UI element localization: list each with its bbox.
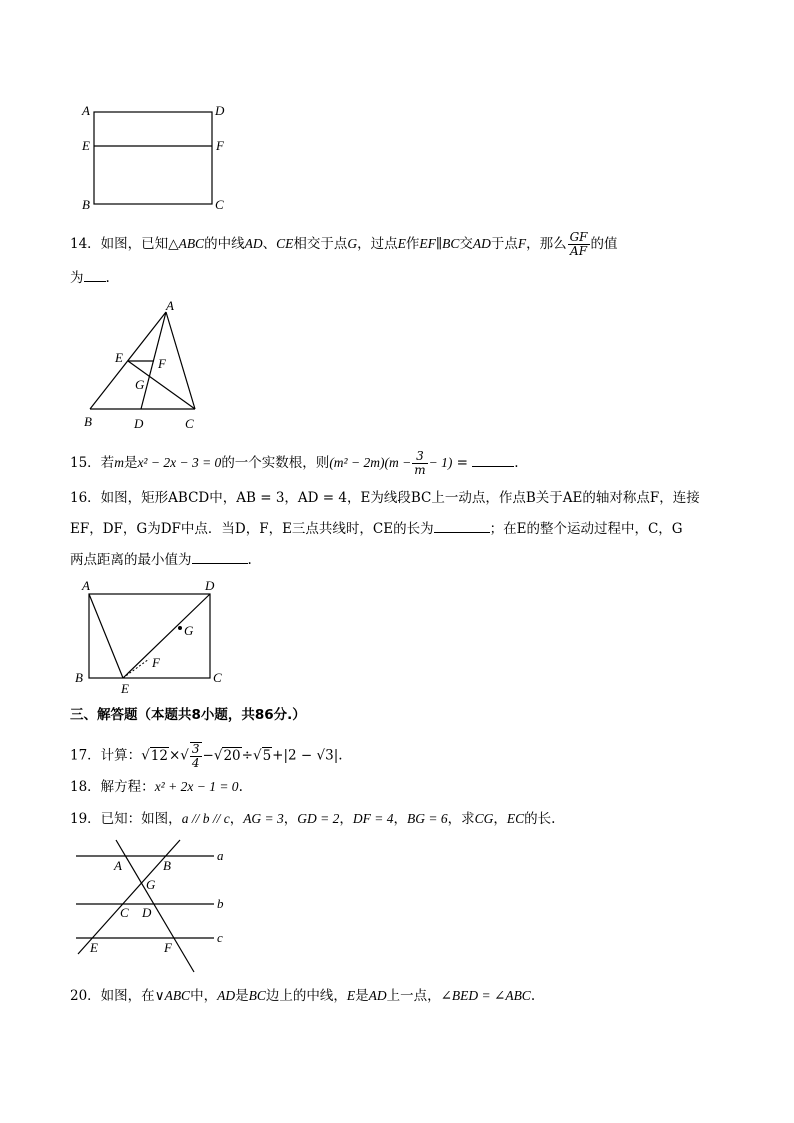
label-b: B: [84, 414, 92, 429]
label-b-line: b: [217, 896, 224, 911]
fraction-3-over-m: $\frac{3}{m}$: [414, 449, 426, 477]
label-e: E: [90, 940, 98, 955]
question-16-line-1: 16．如图，矩形ABCD中，AB = 3，AD = 4，E为线段BC上一动点，作点B关于AE的轴对称点F，连接: [70, 490, 700, 506]
label-b: B: [75, 670, 83, 685]
label-a: A: [166, 298, 174, 313]
label-d: D: [205, 578, 215, 593]
label-c: C: [213, 670, 222, 685]
label-c: C: [215, 197, 224, 212]
answer-blank-14[interactable]: [84, 269, 106, 282]
label-c-line: c: [217, 930, 223, 945]
label-d: D: [142, 905, 152, 920]
answer-blank-16b[interactable]: [192, 551, 248, 564]
label-g: G: [184, 623, 194, 638]
figure-rectangle-fold: [72, 577, 232, 697]
label-e: E: [121, 681, 129, 696]
figure-triangle-abc-medians: [80, 296, 210, 436]
figure-rectangle-abcd: [78, 100, 238, 215]
question-17: 17．计算：√12×√ $\frac{3}{4}$ −√20÷√5+|2 − √3|.: [70, 742, 343, 770]
label-a: A: [82, 103, 90, 118]
question-14-line-1: 14．如图，已知△ABC的中线AD、CE相交于点G，过点E作EF∥BC交AD于点F，那么 $\frac{GF}{AF}$ 的值: [70, 230, 618, 258]
label-f: F: [158, 356, 166, 371]
label-e: E: [82, 138, 90, 153]
answer-blank-16a[interactable]: [434, 520, 490, 533]
question-15: 15．若m是x² − 2x − 3 = 0的一个实数根，则(m² − 2m)(m − $\frac{3}{m}$ − 1) = .: [70, 449, 519, 477]
question-16-line-3: 两点距离的最小值为 .: [70, 552, 252, 568]
question-14-line-2: 为 .: [70, 270, 110, 286]
label-d: D: [134, 416, 144, 431]
question-19: 19．已知：如图，a // b // c，AG = 3，GD = 2，DF = 4，BG = 6，求CG，EC的长.: [70, 811, 556, 827]
label-f: F: [216, 138, 224, 153]
section-3-heading: 三、解答题（本题共8小题，共86分.）: [70, 707, 306, 723]
fraction-gf-af: $\frac{GF}{AF}$: [569, 230, 588, 258]
label-a-line: a: [217, 848, 224, 863]
label-f: F: [152, 655, 160, 670]
label-c: C: [185, 416, 194, 431]
label-b: B: [82, 197, 90, 212]
fraction-3-over-4: $\frac{3}{4}$: [191, 742, 200, 770]
question-20: 20．如图，在∨ABC中，AD是BC边上的中线，E是AD上一点，∠BED = ∠ABC.: [70, 988, 536, 1004]
question-16-line-2: EF，DF，G为DF中点．当D，F，E三点共线时，CE的长为 ；在E的整个运动过程中，C，G: [70, 521, 683, 537]
label-a: A: [114, 858, 122, 873]
figure-parallel-lines: [70, 838, 240, 978]
question-18: 18．解方程：x² + 2x − 1 = 0.: [70, 779, 243, 795]
label-d: D: [215, 103, 225, 118]
label-a: A: [82, 578, 90, 593]
label-g: G: [146, 877, 156, 892]
label-e: E: [115, 350, 123, 365]
label-b: B: [163, 858, 171, 873]
label-g: G: [135, 377, 145, 392]
answer-blank-15[interactable]: [472, 454, 514, 467]
label-f: F: [164, 940, 172, 955]
label-c: C: [120, 905, 129, 920]
